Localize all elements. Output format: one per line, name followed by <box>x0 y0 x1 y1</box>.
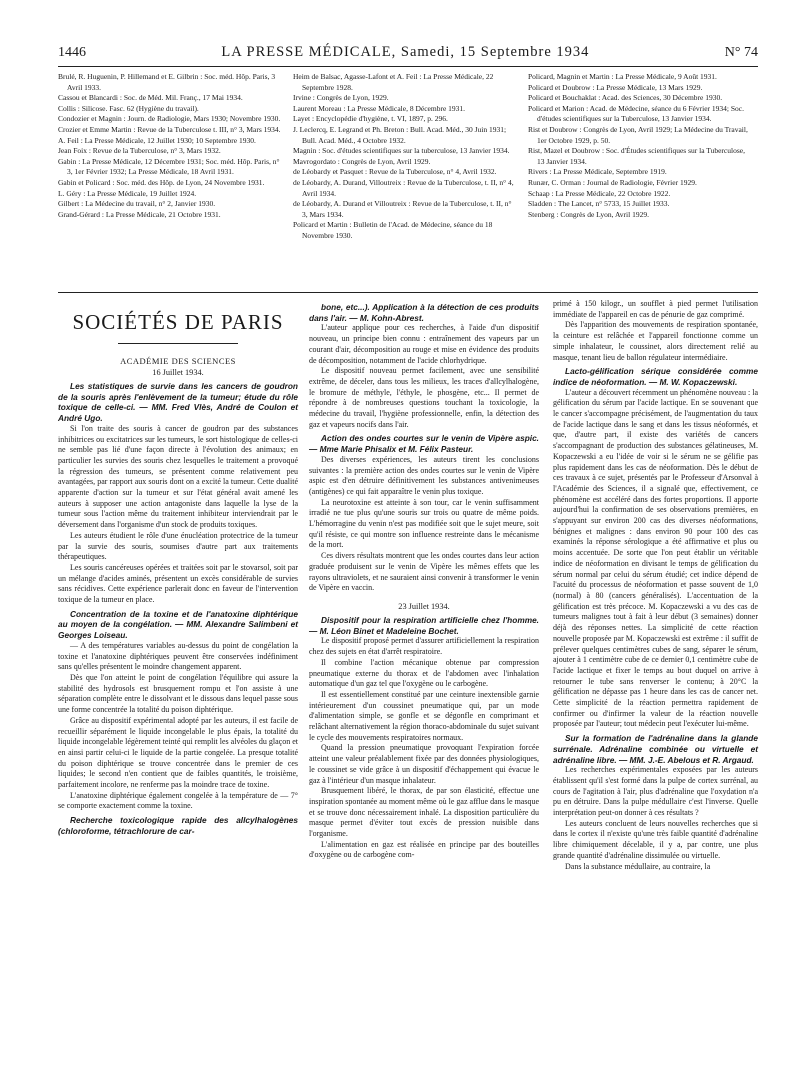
article-heading: Les statistiques de survie dans les cancers de goudron de la souris après l'enlèvement de la tumeur; étude du rôle toxique de celle-ci. — MM. Fred Vlès, André de Coulon et André Ugo. <box>58 381 298 424</box>
reference-entry: Laurent Moreau : La Presse Médicale, 8 Décembre 1931. <box>293 103 466 113</box>
reference-entry: Magnin : Soc. d'études scientifiques sur la tuberculose, 13 Janvier 1934. <box>293 146 510 156</box>
article-paragraph: Les auteurs concluent de leurs nouvelles recherches que si dans le cortex il n'existe qu'une très faible quantité d'adrénaline libre chimiquement décelable, il y a, par contre, une plus grande quantité d'adrénaline dissimulée ou virtuelle. <box>553 818 758 860</box>
session-date-2: 23 Juillet 1934. <box>398 601 450 611</box>
article-paragraph: Il combine l'action mécanique obtenue par compression pneumatique externe du thorax et de l'abdomen avec l'inhalation automatique d'un gaz tel que l'oxygène ou le carbogène. <box>309 657 539 689</box>
body-column-2 <box>309 299 539 861</box>
references-column-1 <box>58 72 284 220</box>
reference-entry: Policard, Magnin et Martin : La Presse Médicale, 9 Août 1931. <box>528 72 717 81</box>
reference-entry: Grand-Gérard : La Presse Médicale, 21 Octobre 1931. <box>58 209 221 219</box>
article-paragraph: Dès l'apparition des mouvements de respiration spontanée, la ceinture est relâchée et l'appareil fonctionne comme un simple inhalateur, le coussinet, alors directement relié au masque, tenant lieu de ballon régulateur intermédiaire. <box>553 320 758 362</box>
article-paragraph: — A des températures variables au-dessus du point de congélation la toxine et l'anatoxine diphtériques peuvent être conservées indéfiniment sans qu'elles présentent le moindre changement apparent. <box>58 640 298 672</box>
reference-entry: Gilbert : La Médecine du travail, n° 2, Janvier 1930. <box>58 199 216 209</box>
reference-entry: Rivers : La Presse Médicale, Septembre 1919. <box>528 167 667 177</box>
reference-entry: Rist, Mazel et Doubrow : Soc. d'Études scientifiques sur la Tuberculose, 13 Janvier 1934. <box>528 146 745 166</box>
article-paragraph: Ces divers résultats montrent que les ondes courtes dans leur action graduée produisent sur le venin de Vipère les mêmes effets que les rayons ultraviolets, et ne sauraient ainsi convenir à transformer le venin de Vipère en vaccin. <box>309 551 539 593</box>
article-heading: Dispositif pour la respiration artificielle chez l'homme. — M. Léon Binet et Madeleine Bochet. <box>309 614 539 636</box>
reference-entry: de Léobardy, A. Durand et Villoutreix : Revue de la Tuberculose, t. II, n° 3, Mars 1934. <box>293 199 512 219</box>
reference-entry: Schaap : La Presse Médicale, 22 Octobre 1922. <box>528 188 671 198</box>
reference-entry: Collis : Silicose. Fasc. 62 (Hygiène du travail). <box>58 103 199 113</box>
article-paragraph: Les auteurs étudient le rôle d'une énucléation protectrice de la tumeur par la survie des souris, soumises d'autre part aux traitements thérapeutiques. <box>58 530 298 562</box>
references-column-3 <box>528 72 754 220</box>
article-paragraph: Grâce au dispositif expérimental adopté par les auteurs, il est facile de recueillir séparément le liquide incongelable le plus épais, la totalité du liquide incongelable légèrement teinté qui remplit les alvéoles du glaçon et en ainsi partir celui-ci le liquide de la partie congelée. La presque totalité du poison diphtérique se trouve concentrée dans le premier de ces liquides; le second n'en contient que de faibles quantités, le troisième, parfaitement incolore, ne renferme pas la moindre trace de toxine. <box>58 715 298 790</box>
body-column-3 <box>553 299 758 872</box>
reference-entry: Cassou et Blancardi : Soc. de Méd. Mil. Franç., 17 Mai 1934. <box>58 93 243 103</box>
article-paragraph: L'auteur applique pour ces recherches, à l'aide d'un dispositif nouveau, un principe bien connu : entraînement des vapeurs par un courant d'air, décomposition au rouge et mise en évidence des produits de décomposition, notamment de l'acide chlorhydrique. <box>309 323 539 365</box>
article-heading: Sur la formation de l'adrénaline dans la glande surrénale. Adrénaline combinée ou virtuelle et adrénaline libre. — MM. J.-E. Abelous et R. Argaud. <box>553 733 758 765</box>
reference-entry: Crozier et Emme Martin : Revue de la Tuberculose t. III, n° 3, Mars 1934. <box>58 124 281 134</box>
references-column-2 <box>293 72 519 242</box>
page-number: 1446 <box>58 45 86 60</box>
article-paragraph: Le dispositif nouveau permet facilement, avec une sensibilité extrême, de déceler, dans tous les milieux, les traces d'allcylhalogène, le bromure de méthyle, l'éthyle, le phosgène, etc... Il permet de répondre à de nombreuses questions touchant la toxicologie, la médecine du travail, l'hygiène professionnelle, enfin, la détection des gaz et vapeurs nocifs dans l'air. <box>309 366 539 429</box>
column-1-text <box>58 381 298 837</box>
reference-entry: de Léobardy et Pasquet : Revue de la Tuberculose, n° 4, Avril 1932. <box>293 167 497 177</box>
article-heading: Recherche toxicologique rapide des allcylhalogènes (chloroforme, tétrachlorure de car- <box>58 815 298 836</box>
issue-number: N° 74 <box>724 45 758 60</box>
reference-entry: Policard et Martin : Bulletin de l'Acad. de Médecine, séance du 18 Novembre 1930. <box>293 220 493 240</box>
article-heading: Concentration de la toxine et de l'anatoxine diphtérique au moyen de la congélation. — MM. Alexandre Salimbeni et Georges Loiseau. <box>58 608 298 641</box>
column-2-text-a <box>309 302 539 594</box>
article-paragraph: Des diverses expériences, les auteurs tirent les conclusions suivantes : la première action des ondes courtes sur le venin de Vipère aspic est d'en détruire définitivement les substances antivenimeuses (antigènes) ce qui fait apparaître le venin plus toxique. <box>309 454 539 496</box>
article-paragraph: L'anatoxine diphtérique également congelée à la température de — 7° se comporte exactement comme la toxine. <box>58 790 298 811</box>
article-paragraph: Il est essentiellement constitué par une ceinture inextensible garnie intérieurement d'un coussinet pneumatique qui, par un mode d'alimentation simple, se gonfle et se dégonfle en comprimant et relâchant alternativement la région thoraco-abdominale du sujet suivant le cycle des mouvements respiratoires normaux. <box>309 689 539 742</box>
journal-name: LA PRESSE MÉDICALE <box>221 44 392 60</box>
article-heading: Action des ondes courtes sur le venin de Vipère aspic. — Mme Marie Phisalix et M. Félix Pasteur. <box>309 433 539 455</box>
reference-entry: L. Géry : La Presse Médicale, 19 Juillet 1924. <box>58 188 197 198</box>
reference-entry: Condozier et Magnin : Journ. de Radiologie, Mars 1930; Novembre 1930. <box>58 114 281 124</box>
page-header <box>58 44 758 64</box>
title-underline <box>118 343 238 344</box>
article-paragraph: Si l'on traite des souris à cancer de goudron par des substances inhibitrices ou excitatrices sur les tumeurs, le sort histologique de celles-ci ne semble pas lié d'une façon directe à l'évolution des animaux; en particulier les survies des souris chez lesquelles le traitement a provoqué la régression des tumeurs, se présentent comme relativement peu avantagées, par rapport aux souris dont on a excité la tumeur. Cette dualité apparente d'action sur la tumeur et sur l'état général avait amené les auteurs à supposer une action antagoniste dans laquelle la lyse de la tumeur sous l'action même du traitement inhibiteur interviendrait par le déversement dans l'organisme d'un stock de produits toxiques. <box>58 423 298 530</box>
article-paragraph: L'auteur a découvert récemment un phénomène nouveau : la gélification du sérum par l'acide lactique. En se souvenant que le cancer s'accompagne précisément, de l'augmentation du taux de l'acide lactique dans le sang et dans les tissus néoformés, et que, d'autre part, il existe des variétés de cancers s'accompagnant de production des substances gélatineuses, M. Kopaczewski a eu l'idée de voir si le sérum ne se gélifie pas plus rapidement dans les cas de néoformation. Dès le début de ces travaux à ce sujet, présentés par le Professeur d'Arsonval à l'Académie des Sciences, il a signalé que, effectivement, ce phénomène est accéléré dans des fortes proportions. Il apporte aujourd'hui la confirmation de ses observations premières, en s'appuyant sur environ 200 cas des diverses néoformations, bénignes et malignes : dans environ 90 pour 100 des cas examinés la réponse sérologique a été affirmative et plus ou moins accentuée. De sorte que l'on peut établir un véritable indice de néoformation en divisant le temps de gélification du sérum normal par celui du sérum étudié; cet indice dépend de l'acuité du processus de néoformation et passe souvent de 1,0 (normal) à 80 (cancers généralisés). L'accentuation de la gélification est très précoce. M. Kopaczewski a vu des cas de tumeurs malignes tout à fait à leur début (3 semaines) donner déjà des réponses nettes. La simplicité de cette réaction nouvelle proposée par M. Kopaczewski est extrême : il suffit de prélever quelques centimètres cubes de sang, séparer le sérum, ajouter à 1 centimètre cube de ce dernier 0,1 centimètre cube de l'acide lactique et fixer le temps au bout duquel on arrive à retourner le tube sans renverser le contenu; à 20°C la gélification ne dépasse pas 1 heure dans les cas de cancer net. Cette simplicité de la réaction permettra rapidement de confirmer ou d'infirmer la valeur de la réaction nouvelle proposée par l'auteur; tout médecin peut l'exécuter lui-même. <box>553 387 758 729</box>
article-paragraph: Brusquement libéré, le thorax, de par son élasticité, effectue une inspiration spontanée au moment même où le gaz afflue dans le masque et se trouve donc nécessairement inhalé. La disposition particulière du masque permet d'éviter tout excès de pression nuisible dans l'organisme. <box>309 786 539 839</box>
article-paragraph: Les souris cancéreuses opérées et traitées soit par le stovarsol, soit par un mélange d'acides aminés, présentent un excès considérable de survies sans récidives. Cette expérience parlerait donc en faveur de l'intervention toxique de la tumeur en place. <box>58 562 298 605</box>
column-3-text <box>553 299 758 872</box>
reference-entry: Gabin et Policard : Soc. méd. des Hôp. de Lyon, 24 Novembre 1931. <box>58 177 265 187</box>
article-paragraph: Les recherches expérimentales exposées par les auteurs établissent qu'il s'est formé dans la pulpe de cortex surrénal, au cours de l'agitation à l'air, plus d'adrénaline que l'oxydation n'a pu en détruire. Dans la pulpe médullaire c'est l'inverse. Quelle interprétation peut-on donner à ces résultats ? <box>553 765 758 818</box>
reference-entry: J. Leclercq, E. Legrand et Ph. Breton : Bull. Acad. Méd., 30 Juin 1931; Bull. Acad. Méd., 4 Octobre 1932. <box>293 124 507 145</box>
reference-entry: Layet : Encyclopédie d'hygiène, t. VI, 1897, p. 296. <box>293 114 448 124</box>
reference-entry: Jean Foix : Revue de la Tuberculose, n° 3, Mars 1932. <box>58 146 221 156</box>
academy-heading: ACADÉMIE DES SCIENCES <box>120 356 236 366</box>
header-rule <box>58 66 758 67</box>
article-paragraph: Dès que l'on atteint le point de congélation l'équilibre qui assure la stabilité des hydrosols est brusquement rompu et l'on assiste à une séparation complète entre le dissolvant et le dissous dans lequel passe sous une forme concentrée la totalité du poison diphtérique. <box>58 672 298 715</box>
article-heading: bone, etc...). Application à la détection de ces produits dans l'air. — M. Kohn-Abrest. <box>309 302 539 323</box>
reference-entry: de Léobardy, A. Durand, Villoutreix : Revue de la Tuberculose, t. II, n° 4, Avril 1934. <box>293 177 514 198</box>
reference-entry: Irvine : Congrès de Lyon, 1929. <box>293 93 389 103</box>
reference-entry: Gabin : La Presse Médicale, 12 Décembre 1931; Soc. méd. Hôp. Paris, n° 3, 1er Février 1932; La Presse Médicale, 18 Avril 1931. <box>58 156 280 177</box>
session-date-1: 16 Juillet 1934. <box>152 368 204 377</box>
body-column-1 <box>58 302 298 837</box>
reference-entry: Sladden : The Lancet, n° 5733, 15 Juillet 1933. <box>528 199 670 209</box>
issue-date: Samedi, 15 Septembre 1934 <box>400 44 590 60</box>
reference-entry: Heim de Balsac, Agasse-Lafont et A. Feil : La Presse Médicale, 22 Septembre 1928. <box>293 72 494 92</box>
section-rule <box>58 292 758 293</box>
reference-entry: Rist et Doubrow : Congrès de Lyon, Avril 1929; La Médecine du Travail, 1er Octobre 1929, p. 50. <box>528 124 748 145</box>
reference-entry: A. Feil : La Presse Médicale, 12 Juillet 1930; 10 Septembre 1930. <box>58 135 256 145</box>
column-2-text-b <box>309 615 539 861</box>
section-title: SOCIÉTÉS DE PARIS <box>72 310 284 334</box>
reference-entry: Brulé, R. Huguenin, P. Hillemand et E. Gilbrin : Soc. méd. Hôp. Paris, 3 Avril 1933. <box>58 72 276 92</box>
reference-entry: Runær, C. Orman : Journal de Radiologie, Février 1929. <box>528 177 697 187</box>
article-heading: Lacto-gélification sérique considérée comme indice de néoformation. — M. W. Kopaczewski. <box>553 366 758 387</box>
article-paragraph: L'alimentation en gaz est réalisée en principe par des bouteilles d'oxygène ou de carbogène com- <box>309 839 539 860</box>
article-paragraph: Le dispositif proposé permet d'assurer artificiellement la respiration chez des sujets en état d'arrêt respiratoire. <box>309 636 539 657</box>
running-title: LA PRESSE MÉDICALE, Samedi, 15 Septembre 1934 <box>221 44 590 60</box>
reference-entry: Policard et Doubrow : La Presse Médicale, 13 Mars 1929. <box>528 82 703 92</box>
article-paragraph: La neurotoxine est atteinte à son tour, car le venin suffisamment irradié ne tue plus qu'une souris sur trois ou quatre de même poids. L'hémorragine du venin n'est pas modifiée soit que le sujet meure, soit qu'il résiste, ce qui montre son influence restreinte dans le mécanisme de la mort. <box>309 497 539 550</box>
reference-entry: Policard et Bouchaklat : Acad. des Sciences, 30 Décembre 1930. <box>528 93 723 103</box>
reference-entry: Stenberg : Congrès de Lyon, Avril 1929. <box>528 209 649 219</box>
article-paragraph: primé à 150 kilogr., un soufflet à pied permet l'utilisation immédiate de l'appareil en cas de pénurie de gaz comprimé. <box>553 299 758 319</box>
article-paragraph: Quand la pression pneumatique provoquant l'expiration forcée atteint une valeur préalablement fixée par des données physiologiques, le coussinet se vide grâce à un dispositif d'échappement qui évacue le gaz à l'intérieur d'un masque inhalateur. <box>309 743 539 785</box>
reference-entry: Mavrogordato : Congrès de Lyon, Avril 1929. <box>293 156 431 166</box>
reference-entry: Policard et Marion : Acad. de Médecine, séance du 6 Février 1934; Soc. d'études scientifiques sur la Tuberculose, 13 Janvier 1934. <box>528 103 744 124</box>
article-paragraph: Dans la substance médullaire, au contraire, la <box>565 861 711 871</box>
